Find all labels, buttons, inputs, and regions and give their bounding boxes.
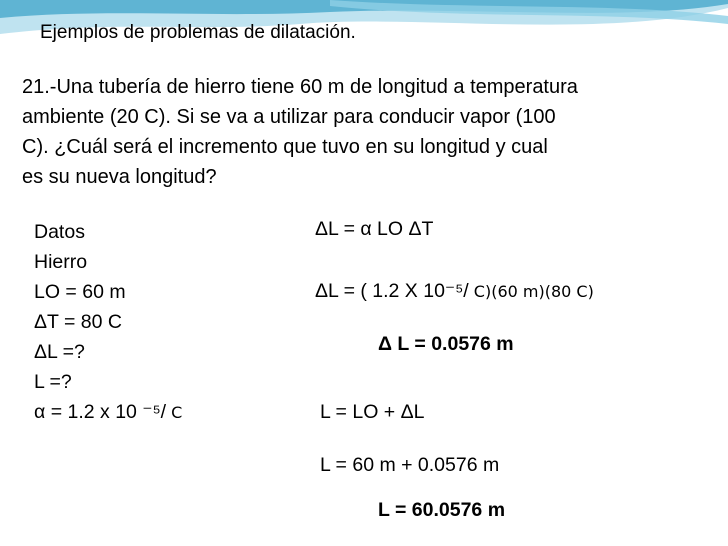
slide-title: Ejemplos de problemas de dilatación. xyxy=(40,22,356,43)
unknown-length-change: ΔL =? xyxy=(34,341,85,363)
result-length-change: Δ L = 0.0576 m xyxy=(378,333,514,355)
problem-line: C). ¿Cuál será el incremento que tuvo en su longitud y cual xyxy=(22,136,548,158)
problem-line: 21.-Una tubería de hierro tiene 60 m de longitud a temperatura xyxy=(22,76,578,98)
formula-final-length: L = LO + ΔL xyxy=(320,401,425,423)
problem-line: es su nueva longitud? xyxy=(22,166,217,188)
formula-length-change: ΔL = α LO ΔT xyxy=(315,218,434,240)
problem-line: ambiente (20 C). Si se va a utilizar para conducir vapor (100 xyxy=(22,106,556,128)
given-temperature-change: ΔT = 80 C xyxy=(34,311,122,333)
formula-substitution: ΔL = ( 1.2 X 10⁻⁵/ C)(60 m)(80 C) xyxy=(315,280,594,302)
given-data-heading: Datos xyxy=(34,221,85,243)
given-initial-length: LO = 60 m xyxy=(34,281,126,303)
unknown-final-length: L =? xyxy=(34,371,72,393)
given-alpha-coefficient: α = 1.2 x 10 ⁻⁵/ C xyxy=(34,401,183,423)
given-material: Hierro xyxy=(34,251,88,273)
result-final-length: L = 60.0576 m xyxy=(378,499,506,521)
formula-final-substitution: L = 60 m + 0.0576 m xyxy=(320,454,500,476)
problem-statement xyxy=(22,72,712,192)
given-data xyxy=(34,217,182,428)
